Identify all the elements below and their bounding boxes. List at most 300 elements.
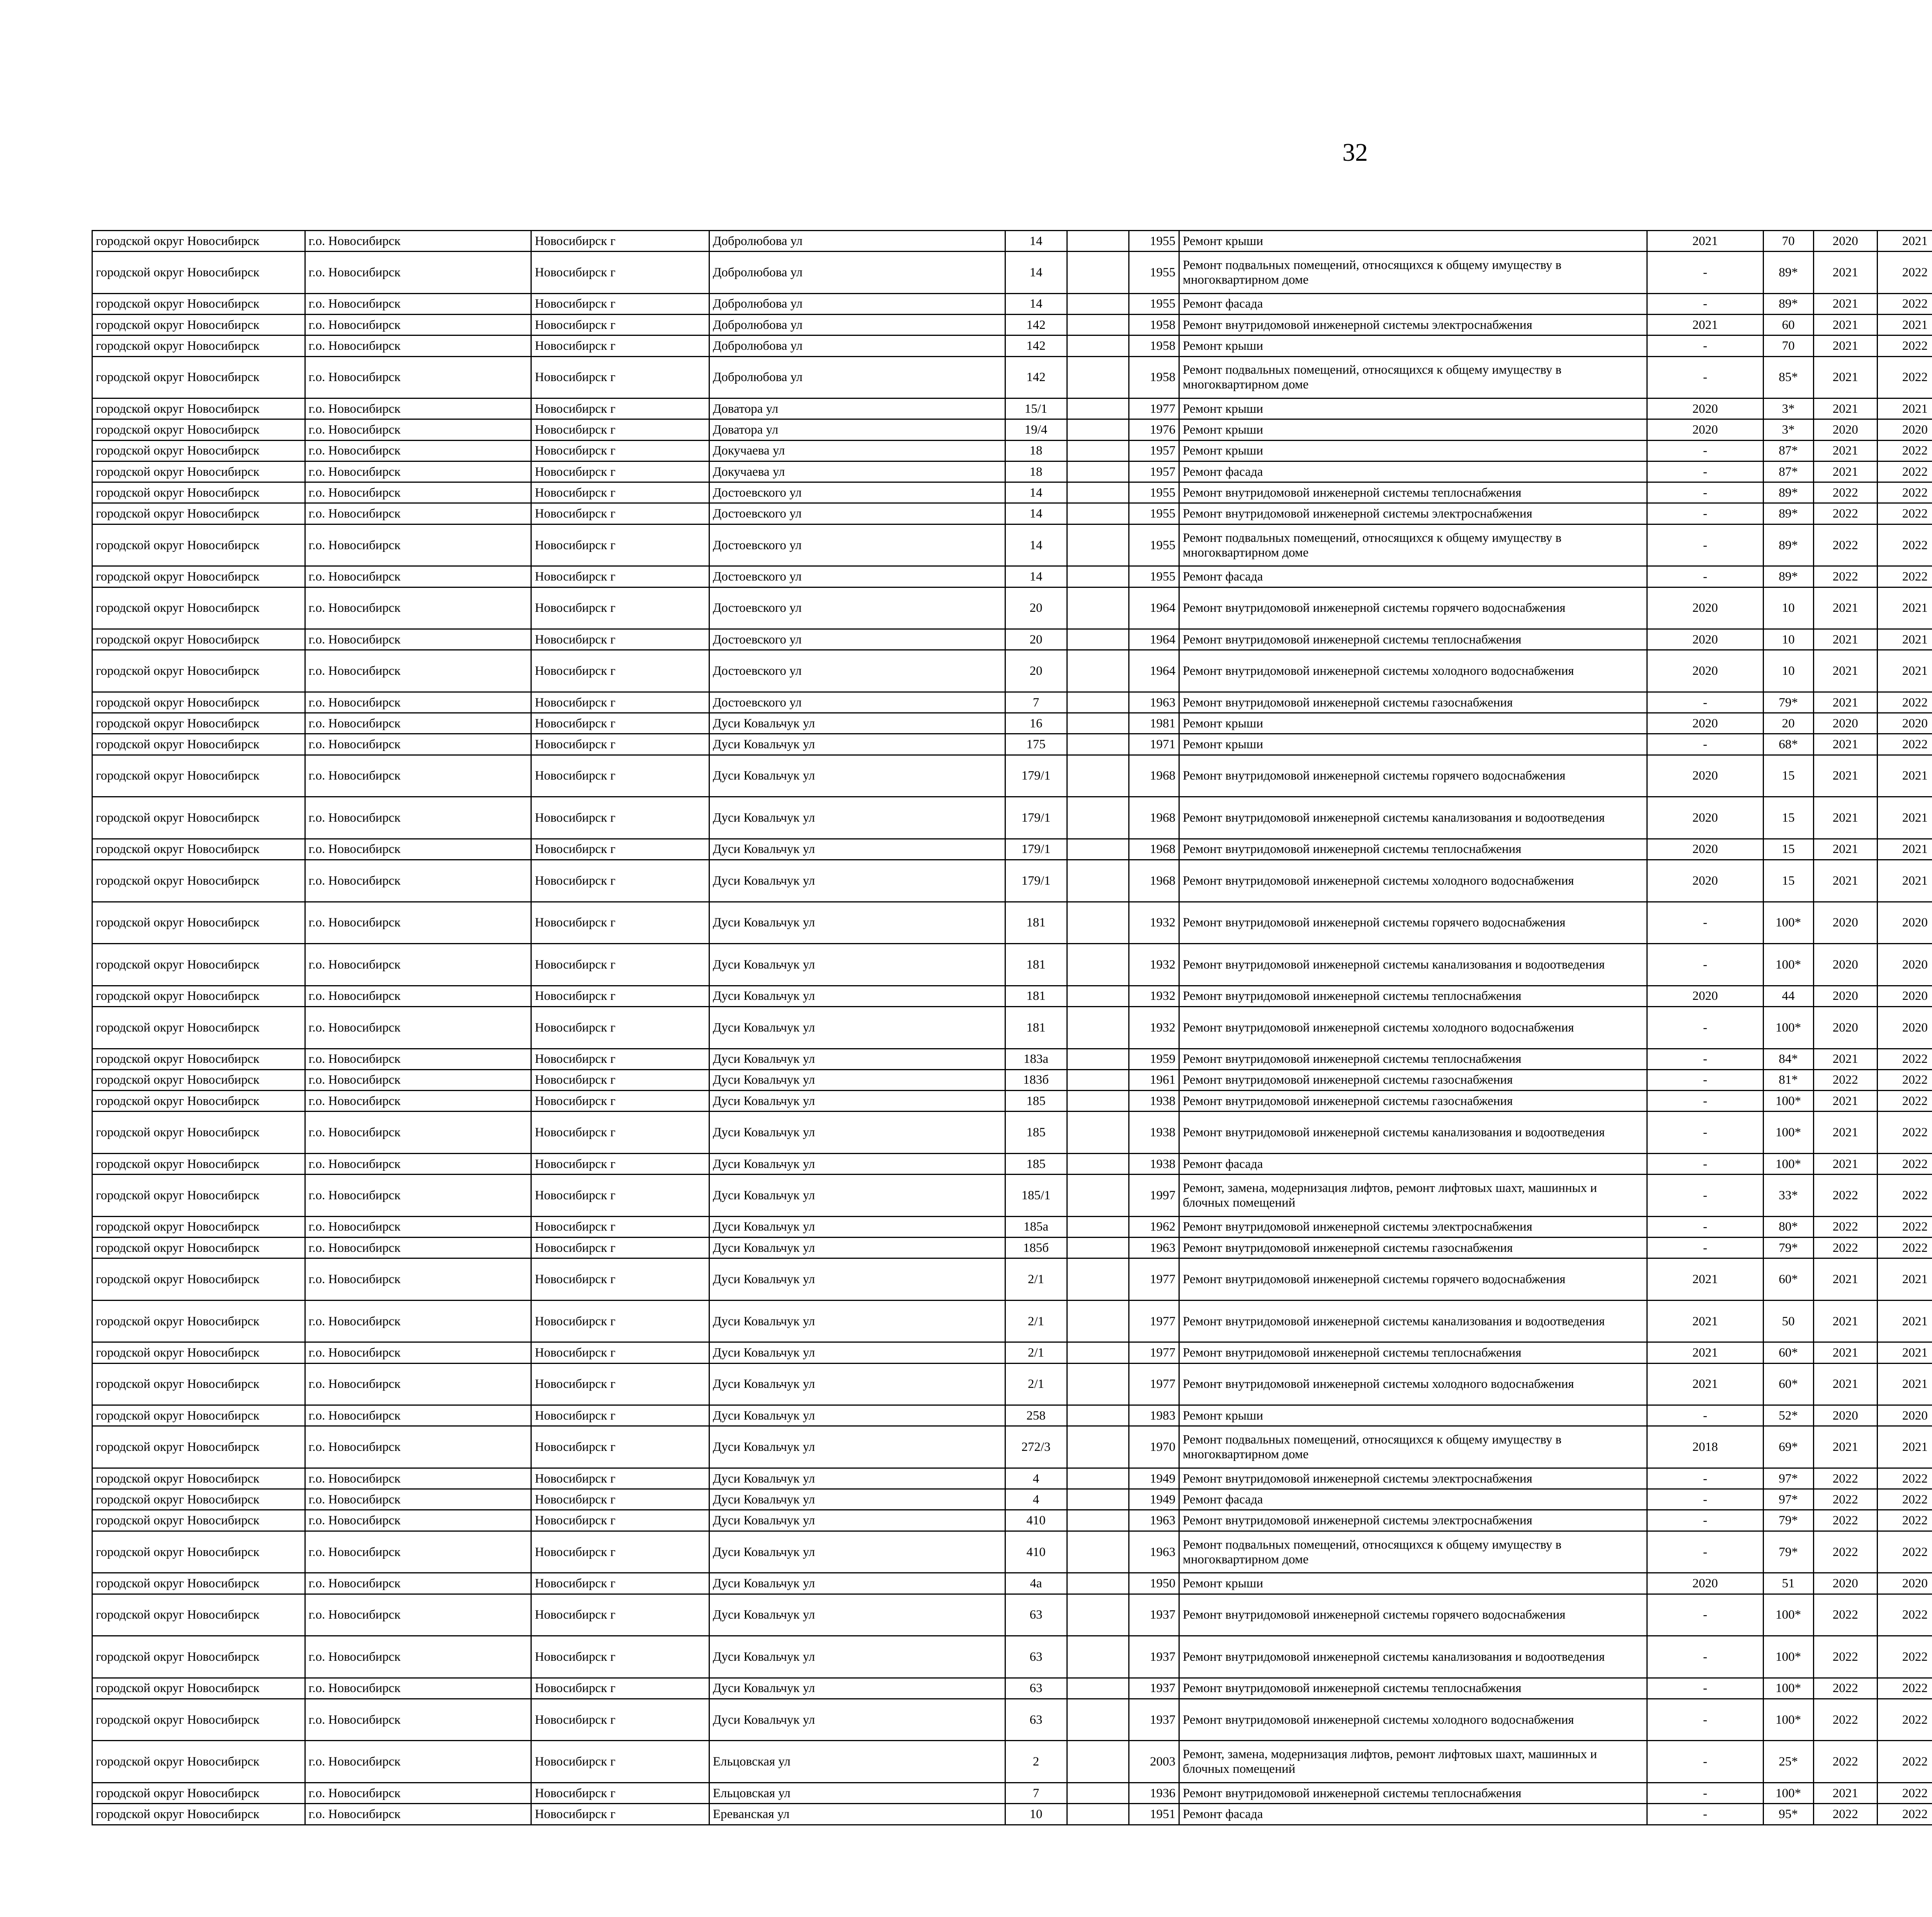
cell-year-built: 2003 bbox=[1129, 1741, 1179, 1783]
cell-house-number: 185 bbox=[1005, 1112, 1067, 1154]
cell-survey-year: - bbox=[1647, 692, 1763, 713]
cell-municipality: городской округ Новосибирск bbox=[92, 1069, 305, 1090]
repair-registry-table bbox=[92, 230, 1932, 1825]
cell-start-year: 2022 bbox=[1813, 1699, 1877, 1741]
cell-wear-percent: 100* bbox=[1763, 902, 1813, 944]
cell-street: Дуси Ковальчук ул bbox=[709, 1216, 1005, 1237]
cell-work-type: Ремонт внутридомовой инженерной системы холодного водоснабжения bbox=[1179, 1006, 1647, 1049]
cell-work-type: Ремонт внутридомовой инженерной системы холодного водоснабжения bbox=[1179, 650, 1647, 692]
cell-building bbox=[1067, 650, 1129, 692]
cell-end-year: 2021 bbox=[1877, 315, 1932, 335]
cell-street: Дуси Ковальчук ул bbox=[709, 1112, 1005, 1154]
cell-district: г.о. Новосибирск bbox=[305, 587, 531, 629]
cell-house-number: 20 bbox=[1005, 629, 1067, 650]
cell-end-year: 2022 bbox=[1877, 1741, 1932, 1783]
table-row bbox=[92, 860, 1932, 902]
cell-year-built: 1977 bbox=[1129, 1258, 1179, 1301]
cell-wear-percent: 97* bbox=[1763, 1468, 1813, 1489]
cell-wear-percent: 97* bbox=[1763, 1489, 1813, 1510]
cell-survey-year: 2020 bbox=[1647, 629, 1763, 650]
cell-start-year: 2022 bbox=[1813, 1741, 1877, 1783]
cell-street: Дуси Ковальчук ул bbox=[709, 1175, 1005, 1217]
cell-locality: Новосибирск г bbox=[531, 356, 709, 398]
table-row bbox=[92, 231, 1932, 252]
cell-start-year: 2021 bbox=[1813, 1363, 1877, 1405]
cell-district: г.о. Новосибирск bbox=[305, 1300, 531, 1342]
cell-wear-percent: 100* bbox=[1763, 944, 1813, 986]
table-row bbox=[92, 1112, 1932, 1154]
cell-wear-percent: 25* bbox=[1763, 1741, 1813, 1783]
cell-house-number: 185 bbox=[1005, 1153, 1067, 1174]
cell-locality: Новосибирск г bbox=[531, 1342, 709, 1363]
cell-work-type: Ремонт внутридомовой инженерной системы газоснабжения bbox=[1179, 1069, 1647, 1090]
cell-wear-percent: 100* bbox=[1763, 1594, 1813, 1636]
cell-district: г.о. Новосибирск bbox=[305, 1069, 531, 1090]
cell-building bbox=[1067, 1426, 1129, 1468]
cell-house-number: 179/1 bbox=[1005, 860, 1067, 902]
cell-building bbox=[1067, 398, 1129, 419]
table-row bbox=[92, 944, 1932, 986]
cell-wear-percent: 51 bbox=[1763, 1573, 1813, 1594]
cell-work-type: Ремонт внутридомовой инженерной системы холодного водоснабжения bbox=[1179, 860, 1647, 902]
cell-house-number: 183б bbox=[1005, 1069, 1067, 1090]
table-row bbox=[92, 398, 1932, 419]
cell-locality: Новосибирск г bbox=[531, 1783, 709, 1804]
cell-year-built: 1963 bbox=[1129, 692, 1179, 713]
cell-wear-percent: 87* bbox=[1763, 440, 1813, 461]
cell-municipality: городской округ Новосибирск bbox=[92, 1783, 305, 1804]
cell-end-year: 2020 bbox=[1877, 1006, 1932, 1049]
cell-survey-year: 2020 bbox=[1647, 650, 1763, 692]
cell-street: Добролюбова ул bbox=[709, 356, 1005, 398]
cell-survey-year: - bbox=[1647, 1237, 1763, 1258]
cell-street: Ельцовская ул bbox=[709, 1741, 1005, 1783]
cell-district: г.о. Новосибирск bbox=[305, 1783, 531, 1804]
cell-municipality: городской округ Новосибирск bbox=[92, 482, 305, 503]
cell-street: Дуси Ковальчук ул bbox=[709, 986, 1005, 1006]
cell-locality: Новосибирск г bbox=[531, 1112, 709, 1154]
cell-wear-percent: 60* bbox=[1763, 1342, 1813, 1363]
cell-survey-year: 2021 bbox=[1647, 1363, 1763, 1405]
cell-municipality: городской округ Новосибирск bbox=[92, 986, 305, 1006]
cell-municipality: городской округ Новосибирск bbox=[92, 755, 305, 797]
cell-end-year: 2022 bbox=[1877, 1216, 1932, 1237]
cell-locality: Новосибирск г bbox=[531, 1510, 709, 1531]
cell-work-type: Ремонт крыши bbox=[1179, 231, 1647, 252]
cell-locality: Новосибирск г bbox=[531, 231, 709, 252]
cell-wear-percent: 10 bbox=[1763, 587, 1813, 629]
cell-end-year: 2021 bbox=[1877, 1258, 1932, 1301]
cell-municipality: городской округ Новосибирск bbox=[92, 1237, 305, 1258]
table-row bbox=[92, 1594, 1932, 1636]
cell-municipality: городской округ Новосибирск bbox=[92, 587, 305, 629]
cell-municipality: городской округ Новосибирск bbox=[92, 1405, 305, 1426]
cell-district: г.о. Новосибирск bbox=[305, 1091, 531, 1112]
cell-year-built: 1971 bbox=[1129, 734, 1179, 755]
cell-municipality: городской округ Новосибирск bbox=[92, 1636, 305, 1678]
cell-locality: Новосибирск г bbox=[531, 1091, 709, 1112]
cell-work-type: Ремонт внутридомовой инженерной системы холодного водоснабжения bbox=[1179, 1363, 1647, 1405]
cell-building bbox=[1067, 461, 1129, 482]
cell-year-built: 1938 bbox=[1129, 1153, 1179, 1174]
cell-year-built: 1977 bbox=[1129, 1300, 1179, 1342]
cell-municipality: городской округ Новосибирск bbox=[92, 1258, 305, 1301]
cell-street: Дуси Ковальчук ул bbox=[709, 902, 1005, 944]
cell-year-built: 1958 bbox=[1129, 335, 1179, 356]
table-row bbox=[92, 1300, 1932, 1342]
cell-district: г.о. Новосибирск bbox=[305, 231, 531, 252]
cell-street: Достоевского ул bbox=[709, 650, 1005, 692]
cell-locality: Новосибирск г bbox=[531, 1426, 709, 1468]
cell-building bbox=[1067, 1069, 1129, 1090]
cell-start-year: 2020 bbox=[1813, 902, 1877, 944]
cell-locality: Новосибирск г bbox=[531, 335, 709, 356]
cell-district: г.о. Новосибирск bbox=[305, 692, 531, 713]
cell-start-year: 2022 bbox=[1813, 1216, 1877, 1237]
cell-year-built: 1937 bbox=[1129, 1636, 1179, 1678]
cell-district: г.о. Новосибирск bbox=[305, 1468, 531, 1489]
cell-survey-year: - bbox=[1647, 1091, 1763, 1112]
cell-house-number: 185б bbox=[1005, 1237, 1067, 1258]
cell-end-year: 2022 bbox=[1877, 1594, 1932, 1636]
cell-wear-percent: 10 bbox=[1763, 629, 1813, 650]
cell-end-year: 2021 bbox=[1877, 860, 1932, 902]
cell-district: г.о. Новосибирск bbox=[305, 1153, 531, 1174]
cell-district: г.о. Новосибирск bbox=[305, 1112, 531, 1154]
cell-house-number: 2/1 bbox=[1005, 1363, 1067, 1405]
cell-end-year: 2022 bbox=[1877, 524, 1932, 566]
cell-survey-year: 2021 bbox=[1647, 1258, 1763, 1301]
cell-start-year: 2022 bbox=[1813, 1804, 1877, 1825]
table-row bbox=[92, 692, 1932, 713]
cell-house-number: 20 bbox=[1005, 587, 1067, 629]
cell-wear-percent: 100* bbox=[1763, 1091, 1813, 1112]
cell-work-type: Ремонт крыши bbox=[1179, 335, 1647, 356]
cell-district: г.о. Новосибирск bbox=[305, 1342, 531, 1363]
cell-wear-percent: 79* bbox=[1763, 1510, 1813, 1531]
cell-end-year: 2022 bbox=[1877, 1091, 1932, 1112]
cell-work-type: Ремонт внутридомовой инженерной системы горячего водоснабжения bbox=[1179, 1594, 1647, 1636]
cell-year-built: 1964 bbox=[1129, 587, 1179, 629]
cell-end-year: 2022 bbox=[1877, 461, 1932, 482]
cell-start-year: 2020 bbox=[1813, 1573, 1877, 1594]
cell-year-built: 1962 bbox=[1129, 1216, 1179, 1237]
cell-building bbox=[1067, 1510, 1129, 1531]
cell-district: г.о. Новосибирск bbox=[305, 1510, 531, 1531]
cell-house-number: 7 bbox=[1005, 1783, 1067, 1804]
cell-municipality: городской округ Новосибирск bbox=[92, 1153, 305, 1174]
cell-building bbox=[1067, 860, 1129, 902]
cell-year-built: 1983 bbox=[1129, 1405, 1179, 1426]
cell-street: Дуси Ковальчук ул bbox=[709, 860, 1005, 902]
cell-year-built: 1955 bbox=[1129, 293, 1179, 314]
cell-locality: Новосибирск г bbox=[531, 566, 709, 587]
table-row bbox=[92, 252, 1932, 294]
cell-start-year: 2021 bbox=[1813, 860, 1877, 902]
cell-wear-percent: 100* bbox=[1763, 1678, 1813, 1699]
cell-house-number: 10 bbox=[1005, 1804, 1067, 1825]
cell-work-type: Ремонт внутридомовой инженерной системы теплоснабжения bbox=[1179, 1783, 1647, 1804]
cell-wear-percent: 70 bbox=[1763, 335, 1813, 356]
cell-work-type: Ремонт внутридомовой инженерной системы горячего водоснабжения bbox=[1179, 1258, 1647, 1301]
cell-work-type: Ремонт внутридомовой инженерной системы канализования и водоотведения bbox=[1179, 1112, 1647, 1154]
cell-house-number: 15/1 bbox=[1005, 398, 1067, 419]
cell-end-year: 2022 bbox=[1877, 1069, 1932, 1090]
cell-street: Достоевского ул bbox=[709, 692, 1005, 713]
cell-work-type: Ремонт внутридомовой инженерной системы канализования и водоотведения bbox=[1179, 797, 1647, 839]
cell-district: г.о. Новосибирск bbox=[305, 398, 531, 419]
cell-building bbox=[1067, 1531, 1129, 1573]
cell-district: г.о. Новосибирск bbox=[305, 1699, 531, 1741]
cell-building bbox=[1067, 419, 1129, 440]
cell-locality: Новосибирск г bbox=[531, 734, 709, 755]
cell-house-number: 2/1 bbox=[1005, 1300, 1067, 1342]
cell-work-type: Ремонт фасада bbox=[1179, 1804, 1647, 1825]
cell-district: г.о. Новосибирск bbox=[305, 650, 531, 692]
cell-house-number: 179/1 bbox=[1005, 797, 1067, 839]
table-row bbox=[92, 902, 1932, 944]
cell-building bbox=[1067, 1112, 1129, 1154]
cell-district: г.о. Новосибирск bbox=[305, 1678, 531, 1699]
cell-survey-year: 2020 bbox=[1647, 587, 1763, 629]
cell-start-year: 2021 bbox=[1813, 692, 1877, 713]
cell-work-type: Ремонт подвальных помещений, относящихся к общему имуществу в многоквартирном доме bbox=[1179, 1426, 1647, 1468]
cell-survey-year: - bbox=[1647, 1594, 1763, 1636]
cell-house-number: 14 bbox=[1005, 231, 1067, 252]
cell-locality: Новосибирск г bbox=[531, 1049, 709, 1069]
cell-end-year: 2020 bbox=[1877, 986, 1932, 1006]
cell-municipality: городской округ Новосибирск bbox=[92, 1510, 305, 1531]
cell-street: Ереванская ул bbox=[709, 1804, 1005, 1825]
cell-building bbox=[1067, 1783, 1129, 1804]
cell-street: Дуси Ковальчук ул bbox=[709, 1237, 1005, 1258]
cell-municipality: городской округ Новосибирск bbox=[92, 1342, 305, 1363]
cell-wear-percent: 89* bbox=[1763, 503, 1813, 524]
cell-survey-year: - bbox=[1647, 1112, 1763, 1154]
cell-building bbox=[1067, 1091, 1129, 1112]
cell-street: Достоевского ул bbox=[709, 587, 1005, 629]
cell-end-year: 2022 bbox=[1877, 734, 1932, 755]
cell-municipality: городской округ Новосибирск bbox=[92, 231, 305, 252]
cell-work-type: Ремонт внутридомовой инженерной системы электроснабжения bbox=[1179, 503, 1647, 524]
cell-start-year: 2022 bbox=[1813, 1594, 1877, 1636]
cell-survey-year: - bbox=[1647, 335, 1763, 356]
cell-end-year: 2022 bbox=[1877, 356, 1932, 398]
cell-survey-year: 2020 bbox=[1647, 398, 1763, 419]
cell-building bbox=[1067, 440, 1129, 461]
cell-building bbox=[1067, 1468, 1129, 1489]
cell-street: Достоевского ул bbox=[709, 524, 1005, 566]
cell-municipality: городской округ Новосибирск bbox=[92, 1175, 305, 1217]
cell-end-year: 2022 bbox=[1877, 1510, 1932, 1531]
cell-survey-year: 2020 bbox=[1647, 755, 1763, 797]
table-row bbox=[92, 335, 1932, 356]
cell-work-type: Ремонт крыши bbox=[1179, 713, 1647, 734]
cell-survey-year: - bbox=[1647, 734, 1763, 755]
cell-work-type: Ремонт внутридомовой инженерной системы теплоснабжения bbox=[1179, 1678, 1647, 1699]
cell-street: Докучаева ул bbox=[709, 461, 1005, 482]
cell-year-built: 1932 bbox=[1129, 902, 1179, 944]
cell-house-number: 179/1 bbox=[1005, 755, 1067, 797]
cell-building bbox=[1067, 1342, 1129, 1363]
cell-locality: Новосибирск г bbox=[531, 524, 709, 566]
cell-district: г.о. Новосибирск bbox=[305, 1216, 531, 1237]
cell-year-built: 1963 bbox=[1129, 1510, 1179, 1531]
cell-start-year: 2022 bbox=[1813, 1237, 1877, 1258]
table-row bbox=[92, 503, 1932, 524]
table-row bbox=[92, 1426, 1932, 1468]
cell-start-year: 2022 bbox=[1813, 482, 1877, 503]
cell-building bbox=[1067, 335, 1129, 356]
cell-house-number: 183а bbox=[1005, 1049, 1067, 1069]
cell-district: г.о. Новосибирск bbox=[305, 1258, 531, 1301]
cell-wear-percent: 60 bbox=[1763, 315, 1813, 335]
cell-year-built: 1955 bbox=[1129, 231, 1179, 252]
cell-start-year: 2022 bbox=[1813, 1069, 1877, 1090]
cell-end-year: 2022 bbox=[1877, 293, 1932, 314]
cell-start-year: 2021 bbox=[1813, 629, 1877, 650]
cell-street: Дуси Ковальчук ул bbox=[709, 1468, 1005, 1489]
cell-municipality: городской округ Новосибирск bbox=[92, 335, 305, 356]
cell-municipality: городской округ Новосибирск bbox=[92, 1049, 305, 1069]
cell-start-year: 2022 bbox=[1813, 1531, 1877, 1573]
cell-end-year: 2020 bbox=[1877, 902, 1932, 944]
cell-district: г.о. Новосибирск bbox=[305, 524, 531, 566]
cell-wear-percent: 95* bbox=[1763, 1804, 1813, 1825]
cell-building bbox=[1067, 1741, 1129, 1783]
cell-survey-year: - bbox=[1647, 1006, 1763, 1049]
cell-survey-year: - bbox=[1647, 902, 1763, 944]
cell-district: г.о. Новосибирск bbox=[305, 293, 531, 314]
cell-district: г.о. Новосибирск bbox=[305, 1804, 531, 1825]
table-row bbox=[92, 1405, 1932, 1426]
cell-year-built: 1958 bbox=[1129, 315, 1179, 335]
cell-street: Дуси Ковальчук ул bbox=[709, 1342, 1005, 1363]
cell-municipality: городской округ Новосибирск bbox=[92, 293, 305, 314]
cell-year-built: 1968 bbox=[1129, 797, 1179, 839]
cell-start-year: 2020 bbox=[1813, 231, 1877, 252]
table-row bbox=[92, 293, 1932, 314]
table-row bbox=[92, 1363, 1932, 1405]
cell-building bbox=[1067, 1699, 1129, 1741]
cell-municipality: городской округ Новосибирск bbox=[92, 650, 305, 692]
cell-street: Достоевского ул bbox=[709, 503, 1005, 524]
cell-municipality: городской округ Новосибирск bbox=[92, 1741, 305, 1783]
cell-survey-year: - bbox=[1647, 1468, 1763, 1489]
cell-year-built: 1936 bbox=[1129, 1783, 1179, 1804]
cell-survey-year: - bbox=[1647, 566, 1763, 587]
cell-work-type: Ремонт внутридомовой инженерной системы канализования и водоотведения bbox=[1179, 944, 1647, 986]
cell-year-built: 1977 bbox=[1129, 1363, 1179, 1405]
cell-house-number: 14 bbox=[1005, 566, 1067, 587]
cell-work-type: Ремонт фасада bbox=[1179, 293, 1647, 314]
table-row bbox=[92, 755, 1932, 797]
cell-work-type: Ремонт крыши bbox=[1179, 1573, 1647, 1594]
cell-building bbox=[1067, 566, 1129, 587]
cell-wear-percent: 87* bbox=[1763, 461, 1813, 482]
cell-district: г.о. Новосибирск bbox=[305, 566, 531, 587]
cell-work-type: Ремонт фасада bbox=[1179, 1153, 1647, 1174]
cell-year-built: 1964 bbox=[1129, 650, 1179, 692]
cell-building bbox=[1067, 356, 1129, 398]
cell-house-number: 185/1 bbox=[1005, 1175, 1067, 1217]
cell-house-number: 175 bbox=[1005, 734, 1067, 755]
cell-year-built: 1950 bbox=[1129, 1573, 1179, 1594]
cell-building bbox=[1067, 503, 1129, 524]
cell-wear-percent: 3* bbox=[1763, 398, 1813, 419]
cell-work-type: Ремонт внутридомовой инженерной системы электроснабжения bbox=[1179, 1468, 1647, 1489]
cell-survey-year: 2021 bbox=[1647, 231, 1763, 252]
cell-work-type: Ремонт подвальных помещений, относящихся к общему имуществу в многоквартирном доме bbox=[1179, 356, 1647, 398]
cell-district: г.о. Новосибирск bbox=[305, 1405, 531, 1426]
cell-locality: Новосибирск г bbox=[531, 252, 709, 294]
cell-street: Дуси Ковальчук ул bbox=[709, 1405, 1005, 1426]
cell-end-year: 2021 bbox=[1877, 1426, 1932, 1468]
cell-year-built: 1938 bbox=[1129, 1112, 1179, 1154]
cell-start-year: 2021 bbox=[1813, 1783, 1877, 1804]
cell-wear-percent: 3* bbox=[1763, 419, 1813, 440]
cell-start-year: 2021 bbox=[1813, 650, 1877, 692]
cell-wear-percent: 60* bbox=[1763, 1258, 1813, 1301]
cell-survey-year: - bbox=[1647, 1216, 1763, 1237]
cell-work-type: Ремонт фасада bbox=[1179, 1489, 1647, 1510]
cell-district: г.о. Новосибирск bbox=[305, 335, 531, 356]
cell-locality: Новосибирск г bbox=[531, 440, 709, 461]
cell-district: г.о. Новосибирск bbox=[305, 1594, 531, 1636]
cell-start-year: 2021 bbox=[1813, 1049, 1877, 1069]
cell-wear-percent: 15 bbox=[1763, 755, 1813, 797]
cell-house-number: 63 bbox=[1005, 1699, 1067, 1741]
cell-start-year: 2022 bbox=[1813, 1510, 1877, 1531]
cell-municipality: городской округ Новосибирск bbox=[92, 503, 305, 524]
cell-municipality: городской округ Новосибирск bbox=[92, 524, 305, 566]
cell-end-year: 2022 bbox=[1877, 1175, 1932, 1217]
cell-municipality: городской округ Новосибирск bbox=[92, 566, 305, 587]
cell-wear-percent: 79* bbox=[1763, 692, 1813, 713]
cell-house-number: 63 bbox=[1005, 1636, 1067, 1678]
cell-start-year: 2020 bbox=[1813, 986, 1877, 1006]
cell-street: Дуси Ковальчук ул bbox=[709, 1006, 1005, 1049]
cell-wear-percent: 15 bbox=[1763, 839, 1813, 860]
cell-year-built: 1997 bbox=[1129, 1175, 1179, 1217]
cell-year-built: 1963 bbox=[1129, 1237, 1179, 1258]
cell-house-number: 2/1 bbox=[1005, 1342, 1067, 1363]
cell-start-year: 2021 bbox=[1813, 797, 1877, 839]
cell-wear-percent: 89* bbox=[1763, 252, 1813, 294]
cell-street: Достоевского ул bbox=[709, 629, 1005, 650]
cell-municipality: городской округ Новосибирск bbox=[92, 1363, 305, 1405]
cell-district: г.о. Новосибирск bbox=[305, 629, 531, 650]
cell-municipality: городской округ Новосибирск bbox=[92, 692, 305, 713]
cell-wear-percent: 80* bbox=[1763, 1216, 1813, 1237]
cell-start-year: 2021 bbox=[1813, 734, 1877, 755]
cell-end-year: 2022 bbox=[1877, 1699, 1932, 1741]
cell-survey-year: 2020 bbox=[1647, 986, 1763, 1006]
cell-building bbox=[1067, 986, 1129, 1006]
cell-locality: Новосибирск г bbox=[531, 293, 709, 314]
cell-year-built: 1957 bbox=[1129, 440, 1179, 461]
cell-end-year: 2020 bbox=[1877, 713, 1932, 734]
cell-year-built: 1968 bbox=[1129, 839, 1179, 860]
cell-house-number: 63 bbox=[1005, 1594, 1067, 1636]
cell-district: г.о. Новосибирск bbox=[305, 1363, 531, 1405]
cell-building bbox=[1067, 1678, 1129, 1699]
table-row bbox=[92, 1699, 1932, 1741]
table-row bbox=[92, 713, 1932, 734]
cell-survey-year: 2021 bbox=[1647, 315, 1763, 335]
cell-survey-year: - bbox=[1647, 440, 1763, 461]
cell-locality: Новосибирск г bbox=[531, 1175, 709, 1217]
